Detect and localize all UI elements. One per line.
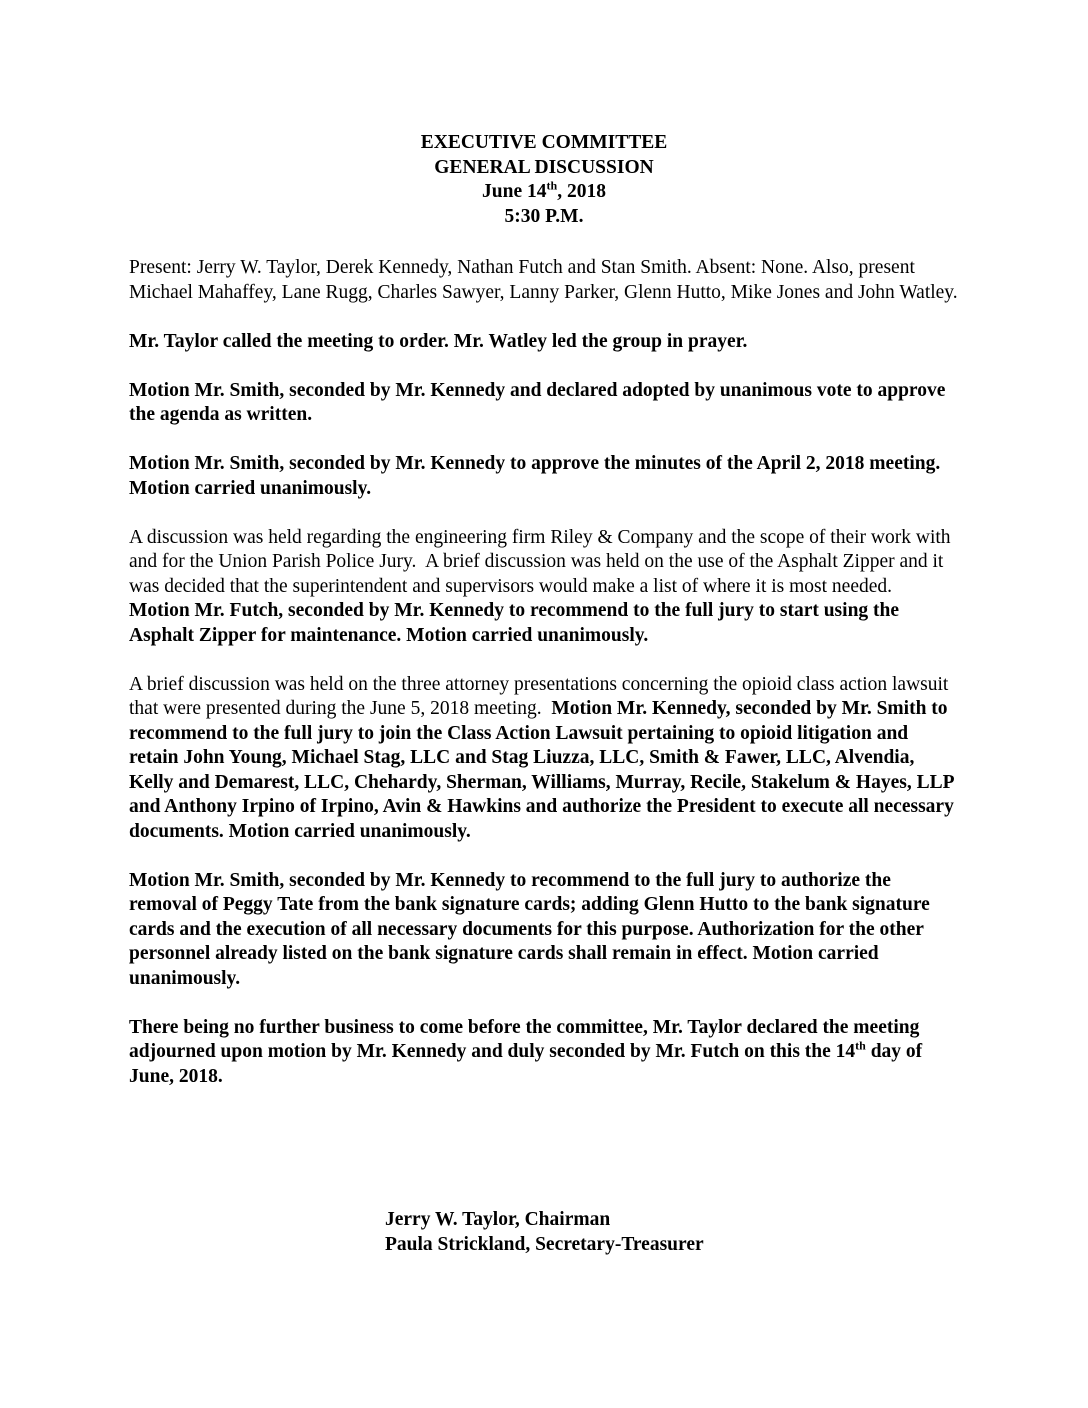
agenda-motion-paragraph: Motion Mr. Smith, seconded by Mr. Kennedy and declared adopted by unanimous vote to approve the agenda as written.: [129, 379, 946, 425]
meeting-date-year: , 2018: [557, 181, 606, 202]
opioid-discussion: A brief discussion was held on the three attorney presentations concerning the opioid class action lawsuit that were presented during the June 5, 2018 meeting.: [129, 673, 954, 719]
minutes-body: [129, 256, 959, 1114]
meeting-time: 5:30 P.M.: [504, 205, 584, 227]
minutes-motion-paragraph: Motion Mr. Smith, seconded by Mr. Kennedy to approve the minutes of the April 2, 2018 meeting. Motion carried unanimously.: [129, 453, 941, 499]
discussion-title: GENERAL DISCUSSION: [434, 156, 654, 178]
meeting-date-text: June 14: [482, 181, 547, 202]
document-header: [0, 131, 1088, 229]
call-to-order-paragraph: Mr. Taylor called the meeting to order. Mr. Watley led the group in prayer.: [129, 330, 748, 352]
chairman-signature: Jerry W. Taylor, Chairman: [385, 1209, 611, 1230]
opioid-motion: Motion Mr. Kennedy, seconded by Mr. Smith to recommend to the full jury to join the Class Action Lawsuit pertaining to opioid litigation and retain John Young, Michael Stag, LLC and Stag Liuzza, LLC, Smith & Fawer, LLC, Alvendia, Kelly and Demarest, LLC, Chehardy, Sherman, Williams, Murray, Recile, Stakelum & Hayes, LLP and Anthony Irpino of Irpino, Avin & Hawkins and authorize the President to execute all necessary documents. Motion carried unanimously.: [129, 698, 954, 842]
bank-motion-paragraph: Motion Mr. Smith, seconded by Mr. Kennedy to recommend to the full jury to authorize the removal of Peggy Tate from the bank signature cards; adding Glenn Hutto to the bank signature cards and the execution of all necessary documents for this purpose. Authorization for the other personnel already listed on the bank signature cards shall remain in effect. Motion carried unanimously.: [129, 869, 930, 989]
engineering-paragraph: [129, 526, 959, 649]
meeting-date: [0, 180, 1088, 205]
signature-block: [385, 1208, 704, 1257]
secretary-signature: Paula Strickland, Secretary-Treasurer: [385, 1233, 704, 1255]
engineering-motion: Motion Mr. Futch, seconded by Mr. Kennedy to recommend to the full jury to start using the Asphalt Zipper for maintenance. Motion carried unanimously.: [129, 600, 900, 646]
adjournment-end: day of June, 2018.: [129, 1041, 923, 1087]
attendance-paragraph: Present: Jerry W. Taylor, Derek Kennedy, Nathan Futch and Stan Smith. Absent: None. Also, present Michael Mahaffey, Lane Rugg, Charles Sawyer, Lanny Parker, Glenn Hutto, Mike Jones and John Watley.: [129, 257, 958, 303]
committee-title: EXECUTIVE COMMITTEE: [420, 132, 668, 153]
adjournment-text: There being no further business to come before the committee, Mr. Taylor declared the meeting adjourned upon motion by Mr. Kennedy and duly seconded by Mr. Futch on this the 14: [129, 1016, 920, 1062]
opioid-paragraph: [129, 673, 959, 845]
adjournment-suffix: th: [855, 1038, 866, 1053]
engineering-discussion: A discussion was held regarding the engineering firm Riley & Company and the scope of their work with and for the Union Parish Police Jury. A brief discussion was held on the use of the Asphalt Zipper and it was decided that the superintendent and supervisors would make a list of where it is most needed.: [129, 526, 956, 597]
meeting-date-suffix: th: [546, 178, 558, 193]
adjournment-paragraph: [129, 1016, 959, 1090]
